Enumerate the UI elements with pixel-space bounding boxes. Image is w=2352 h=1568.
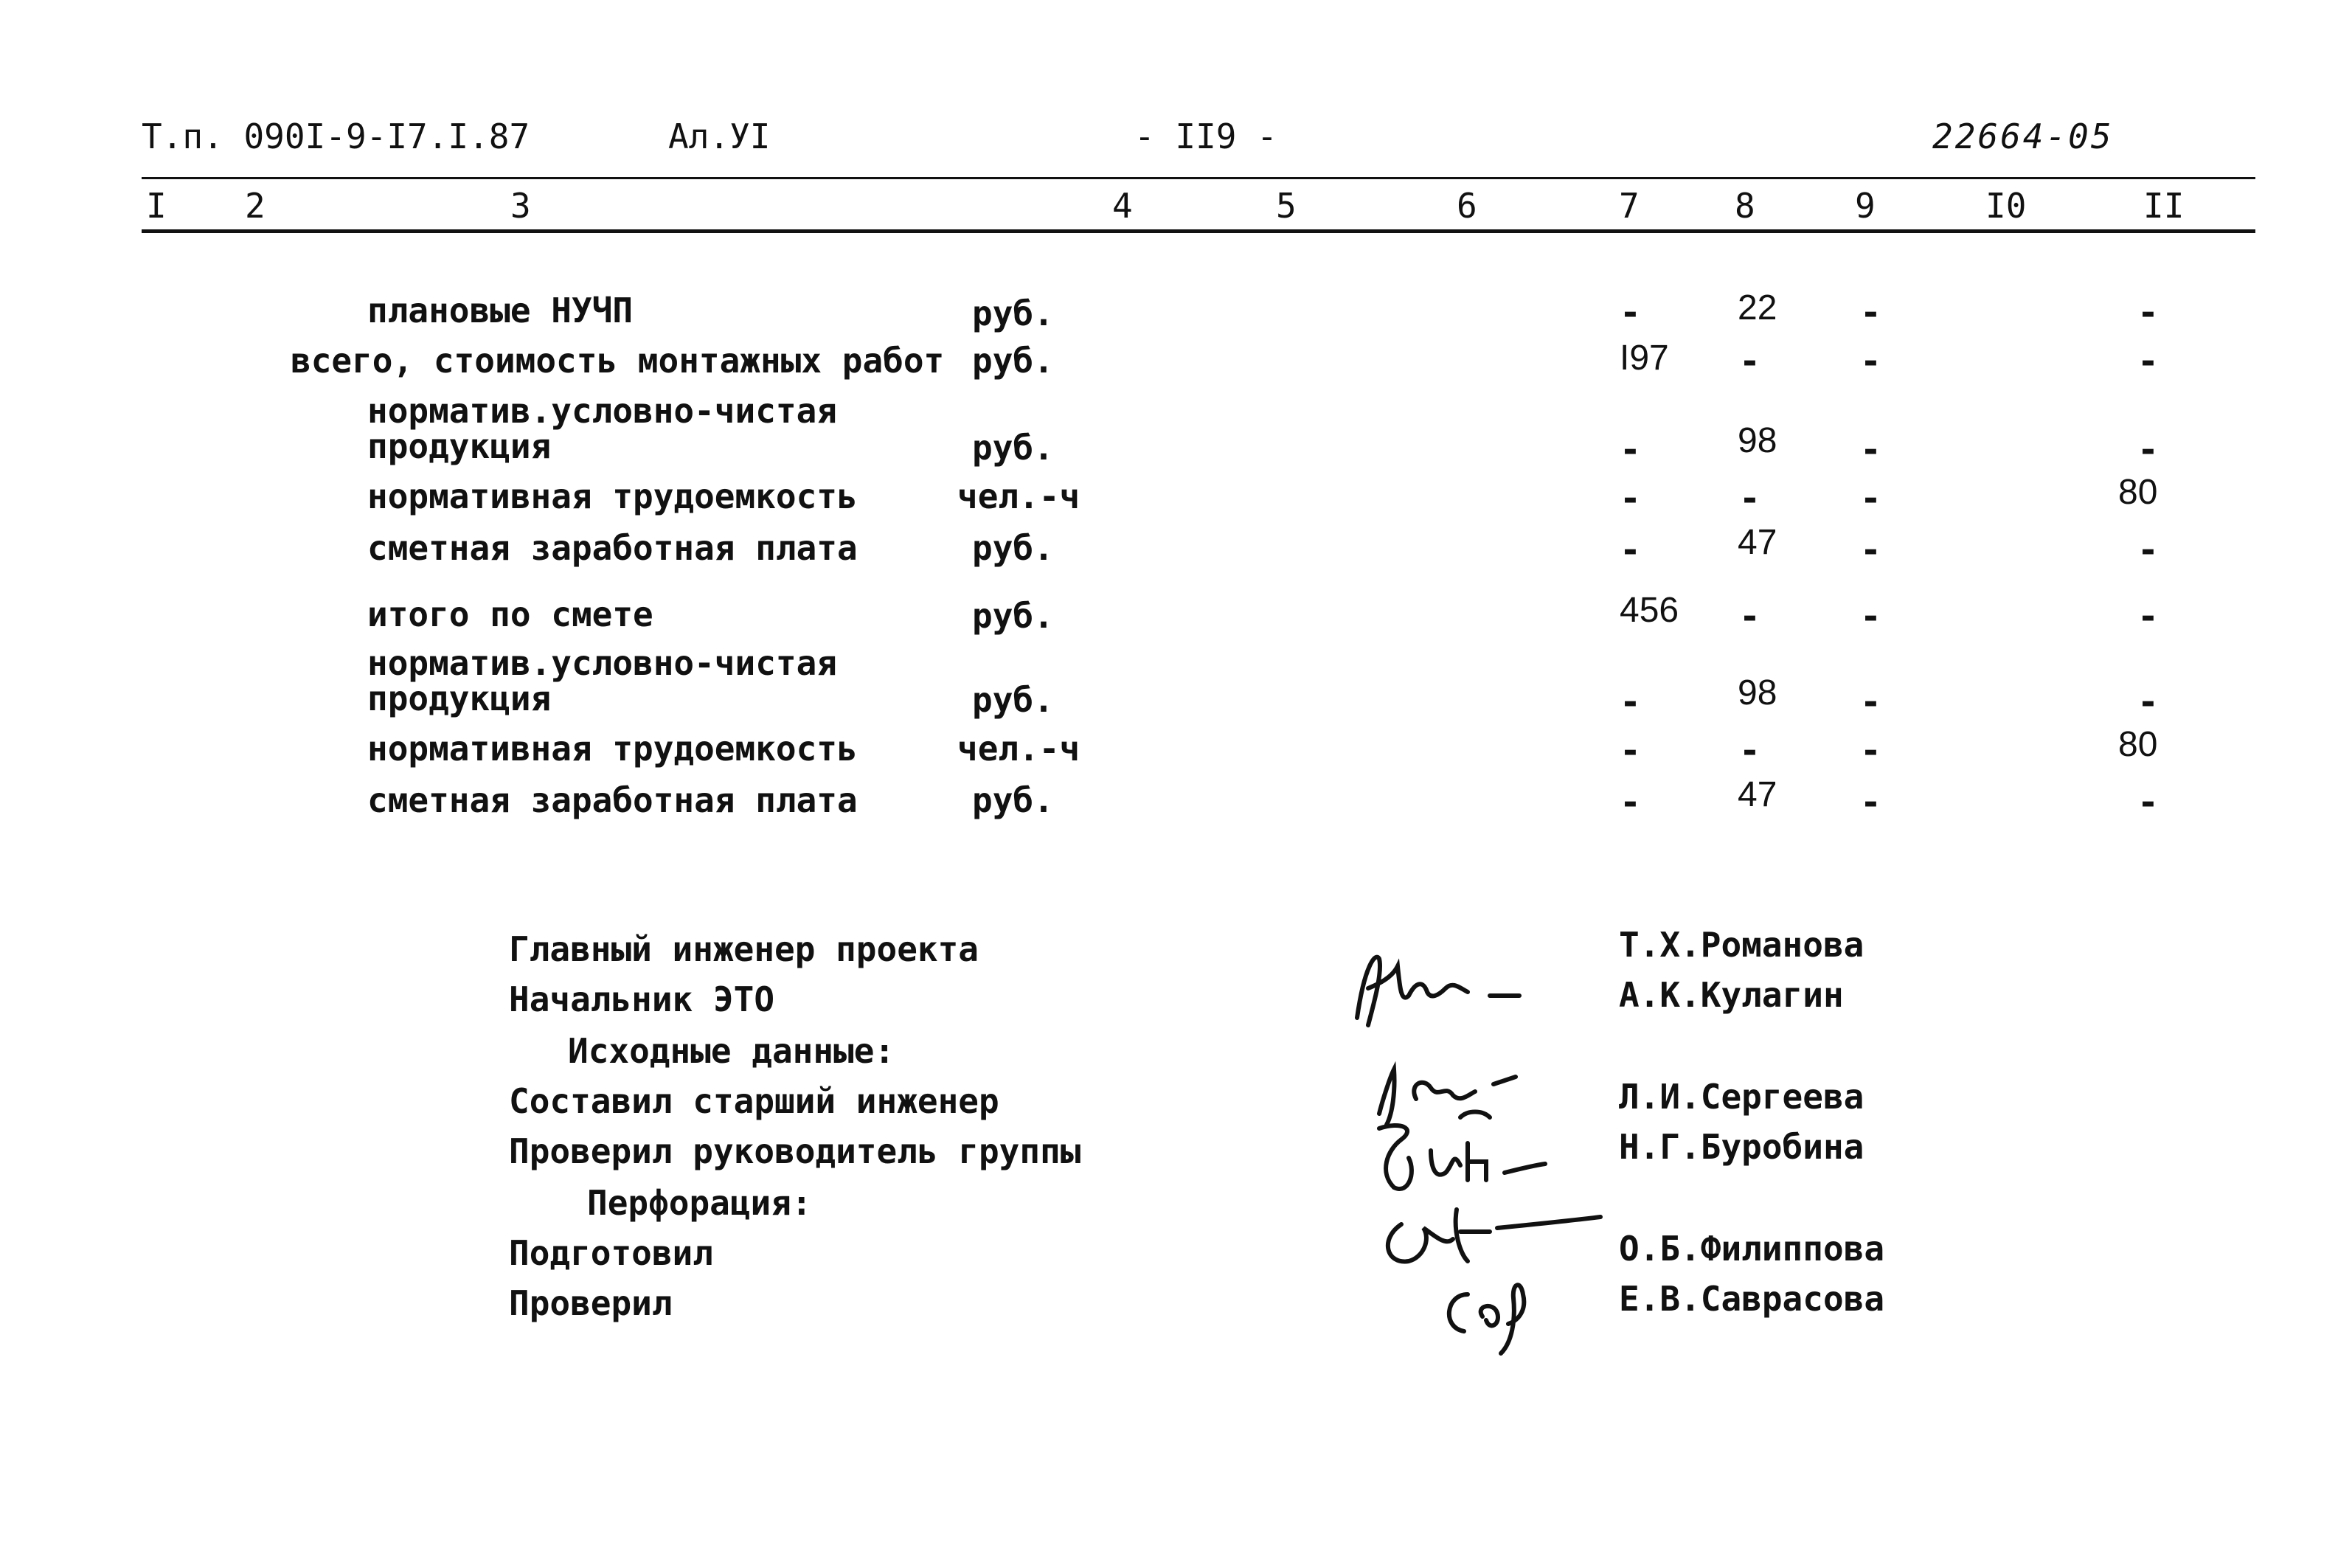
section-heading-perforation: Перфорация: bbox=[587, 1183, 812, 1223]
row-name: нормативная трудоемкость bbox=[367, 729, 858, 769]
col-number-11: II bbox=[2143, 186, 2185, 226]
cell-col7: - bbox=[1620, 292, 1641, 333]
cell-col8: 98 bbox=[1738, 673, 1777, 712]
handwritten-signature-3 bbox=[1357, 1106, 1549, 1202]
cell-col8: - bbox=[1739, 341, 1760, 382]
album-number: Ал.УI bbox=[668, 117, 771, 156]
cell-col8: 47 bbox=[1738, 775, 1777, 814]
handwritten-signature-1 bbox=[1342, 937, 1534, 1040]
cell-col7: I97 bbox=[1620, 339, 1669, 378]
signature-name: О.Б.Филиппова bbox=[1619, 1229, 1885, 1269]
row-unit: руб. bbox=[972, 341, 1054, 381]
row-name: итого по смете bbox=[367, 594, 653, 634]
cell-col11: - bbox=[2137, 681, 2159, 723]
row-unit: руб. bbox=[972, 596, 1054, 636]
cell-col7: - bbox=[1620, 730, 1641, 771]
col-number-3: 3 bbox=[510, 186, 531, 226]
row-name-line-1: норматив.условно-чистая bbox=[367, 643, 837, 683]
header-rule bbox=[142, 177, 2255, 179]
cell-col9: - bbox=[1860, 596, 1881, 637]
cell-col7: - bbox=[1620, 782, 1641, 823]
cell-col11: - bbox=[2137, 596, 2159, 637]
cell-col9: - bbox=[1860, 341, 1881, 382]
col-number-7: 7 bbox=[1619, 186, 1640, 226]
cell-col11: - bbox=[2137, 429, 2159, 471]
cell-col8: 47 bbox=[1738, 523, 1777, 562]
cell-col8: - bbox=[1739, 596, 1760, 637]
cell-col11: - bbox=[2137, 292, 2159, 333]
handwritten-signature-4 bbox=[1372, 1195, 1608, 1276]
col-number-10: I0 bbox=[1985, 186, 2027, 226]
cell-col9: - bbox=[1860, 681, 1881, 723]
inventory-number: 22664-05 bbox=[1932, 117, 2114, 156]
row-name-line-1: норматив.условно-чистая bbox=[367, 391, 837, 431]
cell-col9: - bbox=[1860, 782, 1881, 823]
cell-col11: - bbox=[2137, 782, 2159, 823]
cell-col7: - bbox=[1620, 681, 1641, 723]
cell-col7: - bbox=[1620, 530, 1641, 571]
signature-role: Проверил bbox=[509, 1283, 673, 1323]
signature-role: Начальник ЭТО bbox=[509, 979, 775, 1019]
cell-col9: - bbox=[1860, 478, 1881, 519]
row-name: сметная заработная плата bbox=[367, 528, 858, 568]
signature-role: Главный инженер проекта bbox=[509, 929, 979, 969]
row-name-line-2: продукция bbox=[367, 679, 552, 718]
row-name: сметная заработная плата bbox=[367, 780, 858, 820]
row-unit: руб. bbox=[972, 528, 1054, 568]
cell-col11: 80 bbox=[2118, 725, 2158, 764]
handwritten-signature-5 bbox=[1431, 1265, 1578, 1361]
cell-col7: - bbox=[1620, 429, 1641, 471]
signature-name: А.К.Кулагин bbox=[1619, 975, 1844, 1015]
signature-role: Проверил руководитель группы bbox=[509, 1131, 1081, 1171]
row-name: нормативная трудоемкость bbox=[367, 476, 858, 516]
row-name-line-2: продукция bbox=[367, 426, 552, 466]
column-header-rule bbox=[142, 229, 2255, 233]
cell-col8: - bbox=[1739, 478, 1760, 519]
cell-col11: 80 bbox=[2118, 473, 2158, 512]
signature-role: Подготовил bbox=[509, 1233, 713, 1273]
document-code: Т.п. 090I-9-I7.I.87 bbox=[142, 117, 530, 156]
col-number-5: 5 bbox=[1276, 186, 1297, 226]
col-number-2: 2 bbox=[245, 186, 266, 226]
col-number-6: 6 bbox=[1457, 186, 1477, 226]
row-unit: руб. bbox=[972, 680, 1054, 720]
row-unit: руб. bbox=[972, 428, 1054, 468]
row-unit: руб. bbox=[972, 780, 1054, 820]
row-name: плановые НУЧП bbox=[367, 291, 634, 330]
cell-col7: 456 bbox=[1620, 591, 1679, 630]
cell-col9: - bbox=[1860, 292, 1881, 333]
col-number-1: I bbox=[146, 186, 167, 226]
section-heading-source-data: Исходные данные: bbox=[568, 1031, 895, 1071]
row-unit: чел.-ч bbox=[957, 729, 1080, 769]
cell-col9: - bbox=[1860, 730, 1881, 771]
signature-name: Т.Х.Романова bbox=[1619, 925, 1864, 965]
cell-col11: - bbox=[2137, 530, 2159, 571]
cell-col9: - bbox=[1860, 429, 1881, 471]
signature-role: Составил старший инженер bbox=[509, 1081, 999, 1121]
col-number-4: 4 bbox=[1112, 186, 1133, 226]
signature-name: Н.Г.Буробина bbox=[1619, 1127, 1864, 1167]
cell-col11: - bbox=[2137, 341, 2159, 382]
page-number: - II9 - bbox=[1134, 117, 1277, 156]
cell-col8: 98 bbox=[1738, 421, 1777, 460]
col-number-9: 9 bbox=[1855, 186, 1876, 226]
cell-col7: - bbox=[1620, 478, 1641, 519]
cell-col8: 22 bbox=[1738, 288, 1777, 327]
col-number-8: 8 bbox=[1735, 186, 1755, 226]
row-name: всего, стоимость монтажных работ bbox=[291, 341, 945, 381]
row-unit: чел.-ч bbox=[957, 476, 1080, 516]
row-unit: руб. bbox=[972, 294, 1054, 333]
signature-name: Л.И.Сергеева bbox=[1619, 1077, 1864, 1117]
cell-col8: - bbox=[1739, 730, 1760, 771]
cell-col9: - bbox=[1860, 530, 1881, 571]
signature-name: Е.В.Саврасова bbox=[1619, 1279, 1885, 1319]
